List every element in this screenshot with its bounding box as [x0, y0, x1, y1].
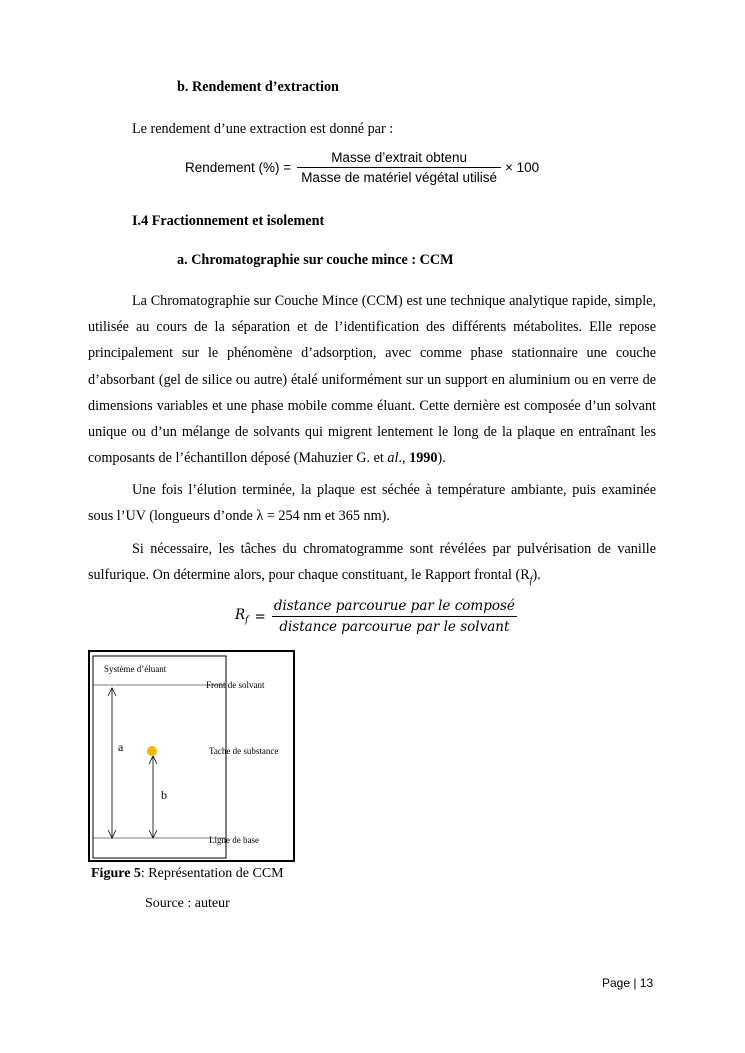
paragraph-elution-text: Une fois l’élution terminée, la plaque est séchée à température ambiante, puis examinée sous l’UV (longueurs d’onde λ = 254 nm et 365 nm).: [88, 482, 656, 525]
formula-lhs: Rendement (%) =: [185, 160, 292, 175]
formula-rhs: × 100: [505, 160, 540, 175]
paragraph-elution: [88, 477, 656, 529]
rf-numerator: distance parcourue par le composé: [273, 598, 515, 614]
paragraph-revelation-end: ).: [532, 567, 541, 584]
paragraph-revelation-text: Si nécessaire, les tâches du chromatogramme sont révélées par pulvérisation de vanille sulfurique. On détermine alors, pour chaque constituant, le Rapport frontal (R: [88, 541, 656, 584]
label-system: Système d’éluant: [104, 664, 167, 674]
figure-label: Figure 5: [91, 866, 141, 881]
paragraph-ccm-text: La Chromatographie sur Couche Mince (CCM) est une technique analytique rapide, simple, utilisée au cours de la séparation et de l’identification des différents métabolites. Elle repose principalement sur le phénomène d’adsorption, avec comme phase stationnaire une couche d’absorbant (gel de silice ou autre) étalé uniformément sur un support en aluminium ou en verre de dimensions variables et une phase mobile comme éluant. Cette dernière est composée d’un solvant unique ou d’un mélange de solvants qui migrent lentement le long de la plaque en entraînant les composants de l’échantillon déposé (Mahuzier G. et: [88, 293, 656, 467]
formula-numerator: Masse d’extrait obtenu: [331, 150, 468, 165]
substance-spot: [147, 746, 157, 756]
label-base: Ligne de base: [209, 835, 259, 845]
ref-end: ).: [437, 450, 446, 467]
yield-formula: [185, 150, 539, 185]
label-spot: Tache de substance: [209, 746, 279, 756]
ref-year: 1990: [409, 450, 438, 467]
ref-italic: al: [387, 450, 399, 467]
rf-lhs: $R_f$: [235, 607, 249, 626]
paragraph-revelation: [88, 536, 656, 594]
rf-denominator: distance parcourue par le solvant: [279, 619, 510, 635]
section-heading-ccm: a. Chromatographie sur couche mince : CCM: [177, 252, 454, 268]
page-number: Page | 13: [602, 976, 654, 990]
rf-eq: =: [254, 608, 266, 625]
label-b: b: [161, 788, 167, 802]
intro-text: Le rendement d’une extraction est donné par :: [132, 121, 394, 137]
figure-source: Source : auteur: [145, 896, 230, 911]
formula-denominator: Masse de matériel végétal utilisé: [301, 170, 498, 185]
figure-caption: [91, 864, 284, 884]
figure-caption-text: : Représentation de CCM: [140, 866, 284, 881]
label-front: Front de solvant: [206, 680, 265, 690]
paragraph-ccm: [88, 288, 656, 471]
rf-subscript: f: [529, 575, 533, 587]
label-a: a: [118, 740, 124, 754]
rf-formula: [235, 598, 517, 635]
section-heading-fractionnement: I.4 Fractionnement et isolement: [132, 213, 325, 229]
ref-sep: .,: [398, 450, 410, 467]
section-heading-rendement: b. Rendement d’extraction: [177, 79, 339, 95]
ccm-diagram: [88, 650, 295, 862]
